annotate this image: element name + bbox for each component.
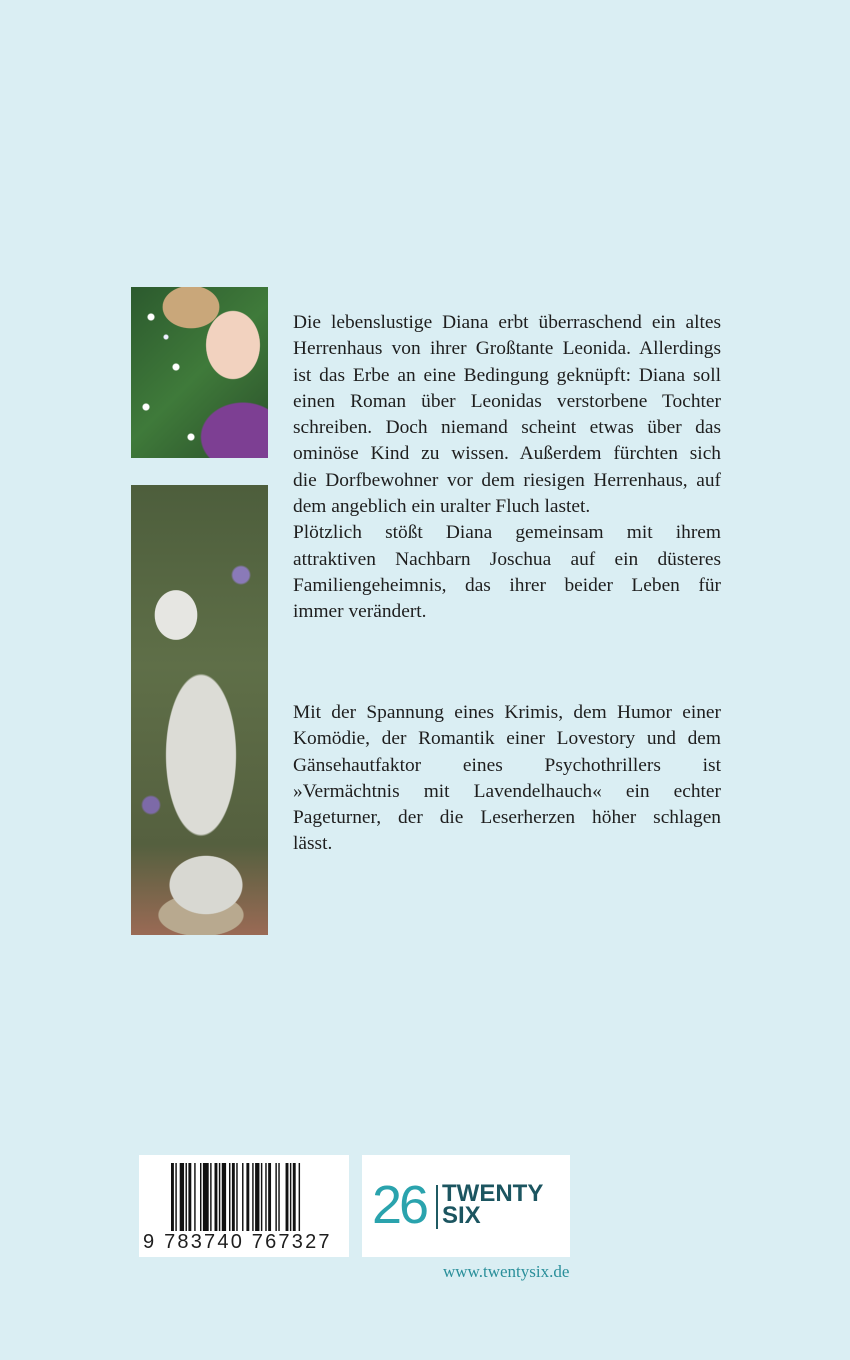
text-line: Komödie, der Romantik einer Lovestory und dem: [293, 728, 721, 750]
text-line: Pageturner, der die Leserherzen höher schlagen: [293, 807, 721, 829]
text-line: Gänsehautfaktor eines Psychothrillers ist: [293, 754, 721, 776]
barcode-bar: [261, 1163, 262, 1236]
text-line: attraktiven Nachbarn Joschua auf ein düsteres: [293, 548, 721, 570]
barcode-bar: [265, 1163, 266, 1236]
barcode-bar: [242, 1163, 243, 1236]
barcode-bar: [194, 1163, 195, 1236]
barcode-bar: [203, 1163, 209, 1236]
author-photo: [131, 287, 268, 458]
barcode-bar: [222, 1163, 226, 1236]
text-line: »Vermächtnis mit Lavendelhauch« ein echter: [293, 780, 721, 802]
text-line: lässt.: [293, 833, 333, 855]
statue-photo: [131, 485, 268, 935]
barcode-bar: [286, 1163, 289, 1236]
barcode-bar: [180, 1163, 184, 1236]
text-line: Familiengeheimnis, das ihrer beider Leben für: [293, 574, 721, 596]
barcode-bar: [229, 1163, 230, 1236]
barcode-bar: [299, 1163, 300, 1236]
barcode-bars: [171, 1163, 345, 1236]
text-line: Die lebenslustige Diana erbt überraschend ein altes: [293, 312, 721, 333]
barcode-bar: [200, 1163, 201, 1236]
barcode-bar: [188, 1163, 191, 1236]
blurb-paragraph-2: [293, 700, 721, 858]
barcode-bar: [268, 1163, 271, 1236]
text-line: Herrenhaus von ihrer Großtante Leonida. Allerdings: [293, 338, 721, 360]
barcode-bar: [186, 1163, 187, 1236]
barcode-bar: [210, 1163, 211, 1236]
text-line: dem angeblich ein uralter Fluch lastet.: [293, 496, 591, 518]
text-line: ist das Erbe an eine Bedingung geknüpft: Diana soll: [293, 364, 721, 386]
logo-word-1: TWENTY: [442, 1180, 544, 1207]
barcode-bar: [246, 1163, 249, 1236]
text-line: Plötzlich stößt Diana gemeinsam mit ihrem: [293, 522, 721, 544]
barcode-bar: [252, 1163, 253, 1236]
barcode-bar: [236, 1163, 237, 1236]
text-line: ominöse Kind zu wissen. Außerdem fürchten sich: [293, 443, 721, 465]
logo-wordmark: [442, 1180, 544, 1229]
barcode-bar: [232, 1163, 235, 1236]
text-line: die Dorfbewohner vor dem riesigen Herrenhaus, auf: [293, 469, 721, 491]
text-line: einen Roman über Leonidas verstorbene Tochter: [293, 390, 721, 412]
barcode-bar: [278, 1163, 279, 1236]
text-line: immer verändert.: [293, 601, 427, 623]
publisher-logo: [362, 1155, 570, 1257]
isbn-barcode: [139, 1155, 349, 1257]
barcode-bar: [290, 1163, 291, 1236]
isbn-digits: 9 783740 767327: [143, 1231, 332, 1253]
barcode-bar: [275, 1163, 276, 1236]
blurb-paragraph-1: [293, 310, 721, 626]
barcode-bar: [255, 1163, 259, 1236]
barcode-bar: [175, 1163, 176, 1236]
barcode-bar: [171, 1163, 174, 1236]
barcode-bar: [215, 1163, 218, 1236]
barcode-bar: [293, 1163, 296, 1236]
logo-number: 26: [372, 1175, 427, 1235]
logo-word-2: SIX: [442, 1202, 481, 1229]
logo-divider: [436, 1185, 438, 1229]
text-line: schreiben. Doch niemand scheint etwas über das: [293, 417, 721, 439]
publisher-url[interactable]: www.twentysix.de: [443, 1262, 570, 1281]
text-line: Mit der Spannung eines Krimis, dem Humor einer: [293, 702, 721, 723]
barcode-bar: [219, 1163, 220, 1236]
